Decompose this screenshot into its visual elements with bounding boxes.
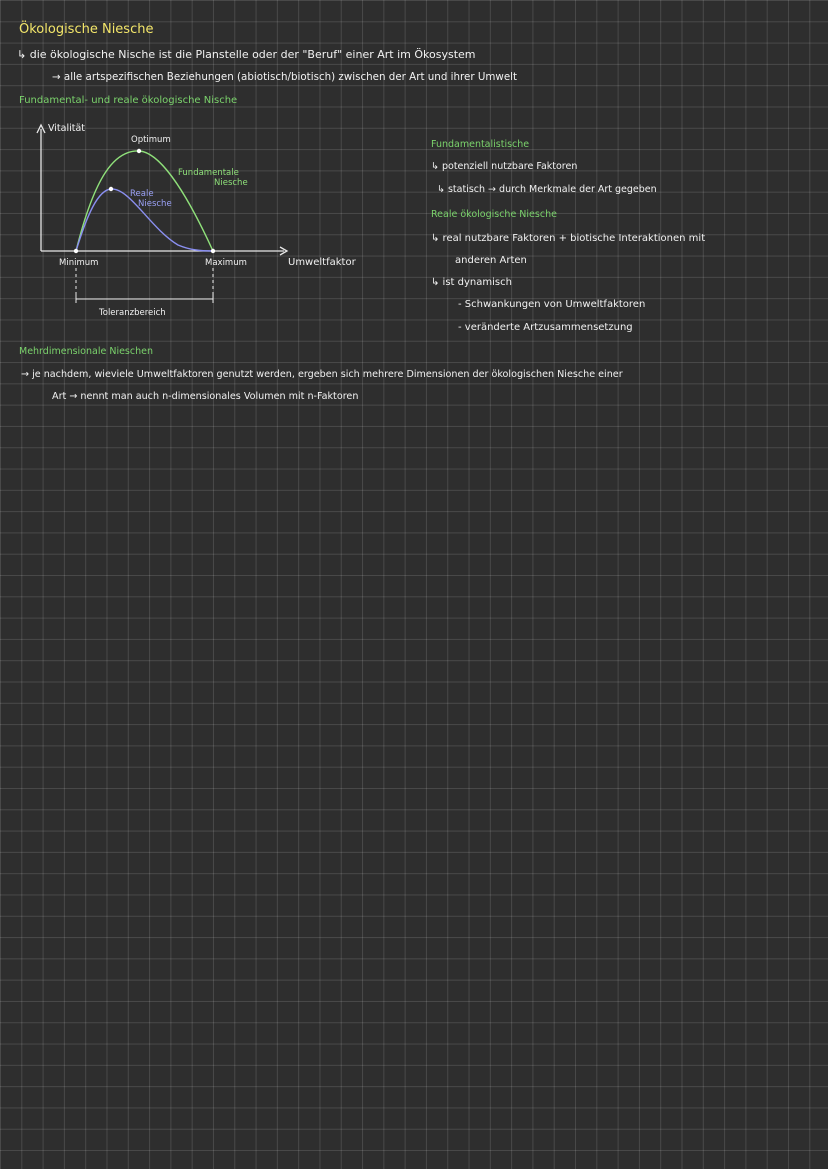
multidimensional-line-2: Art → nennt man auch n-dimensionales Volumen mit n-Faktoren [52, 391, 359, 402]
x-axis-label: Umweltfaktor [288, 257, 356, 268]
niche-diagram [0, 0, 828, 400]
optimum-point [137, 149, 141, 153]
intro-line-1: ↳ die ökologische Nische ist die Planstelle oder der "Beruf" einer Art im Ökosystem [17, 48, 476, 61]
maximum-label: Maximum [205, 258, 247, 268]
real-peak-point [109, 187, 113, 191]
y-axis-label: Vitalität [48, 123, 86, 134]
page-title: Ökologische Niesche [19, 22, 154, 37]
tolerance-label: Toleranzbereich [99, 308, 166, 318]
real-item-3: ↳ ist dynamisch [431, 277, 512, 288]
real-item-5: - veränderte Artzusammensetzung [458, 322, 633, 333]
real-item-2: anderen Arten [455, 255, 527, 266]
multidimensional-line-1: → je nachdem, wieviele Umweltfaktoren genutzt werden, ergeben sich mehrere Dimensionen der ökologischen Niesche einer [21, 369, 623, 380]
section-heading-multidimensional: Mehrdimensionale Nieschen [19, 346, 153, 357]
fundamental-heading: Fundamentalistische [431, 139, 530, 150]
fundamental-niche-label-1: Fundamentale [178, 168, 239, 178]
minimum-point [74, 249, 78, 253]
maximum-point [211, 249, 215, 253]
real-niche-label-1: Reale [130, 189, 154, 199]
real-heading: Reale ökologische Niesche [431, 209, 557, 220]
real-item-1: ↳ real nutzbare Faktoren + biotische Interaktionen mit [431, 233, 706, 244]
optimum-label: Optimum [131, 135, 171, 145]
fundamental-niche-label-2: Niesche [214, 178, 248, 188]
intro-line-2: → alle artspezifischen Beziehungen (abiotisch/biotisch) zwischen der Art und ihrer Umwelt [52, 71, 518, 83]
real-niche-label-2: Niesche [138, 199, 172, 209]
minimum-label: Minimum [59, 258, 99, 268]
real-item-4: - Schwankungen von Umweltfaktoren [458, 299, 646, 310]
fundamental-item-2: ↳ statisch → durch Merkmale der Art gegeben [437, 184, 657, 195]
fundamental-item-1: ↳ potenziell nutzbare Faktoren [431, 161, 578, 172]
section-heading-fundamental-real: Fundamental- und reale ökologische Nische [19, 95, 238, 106]
